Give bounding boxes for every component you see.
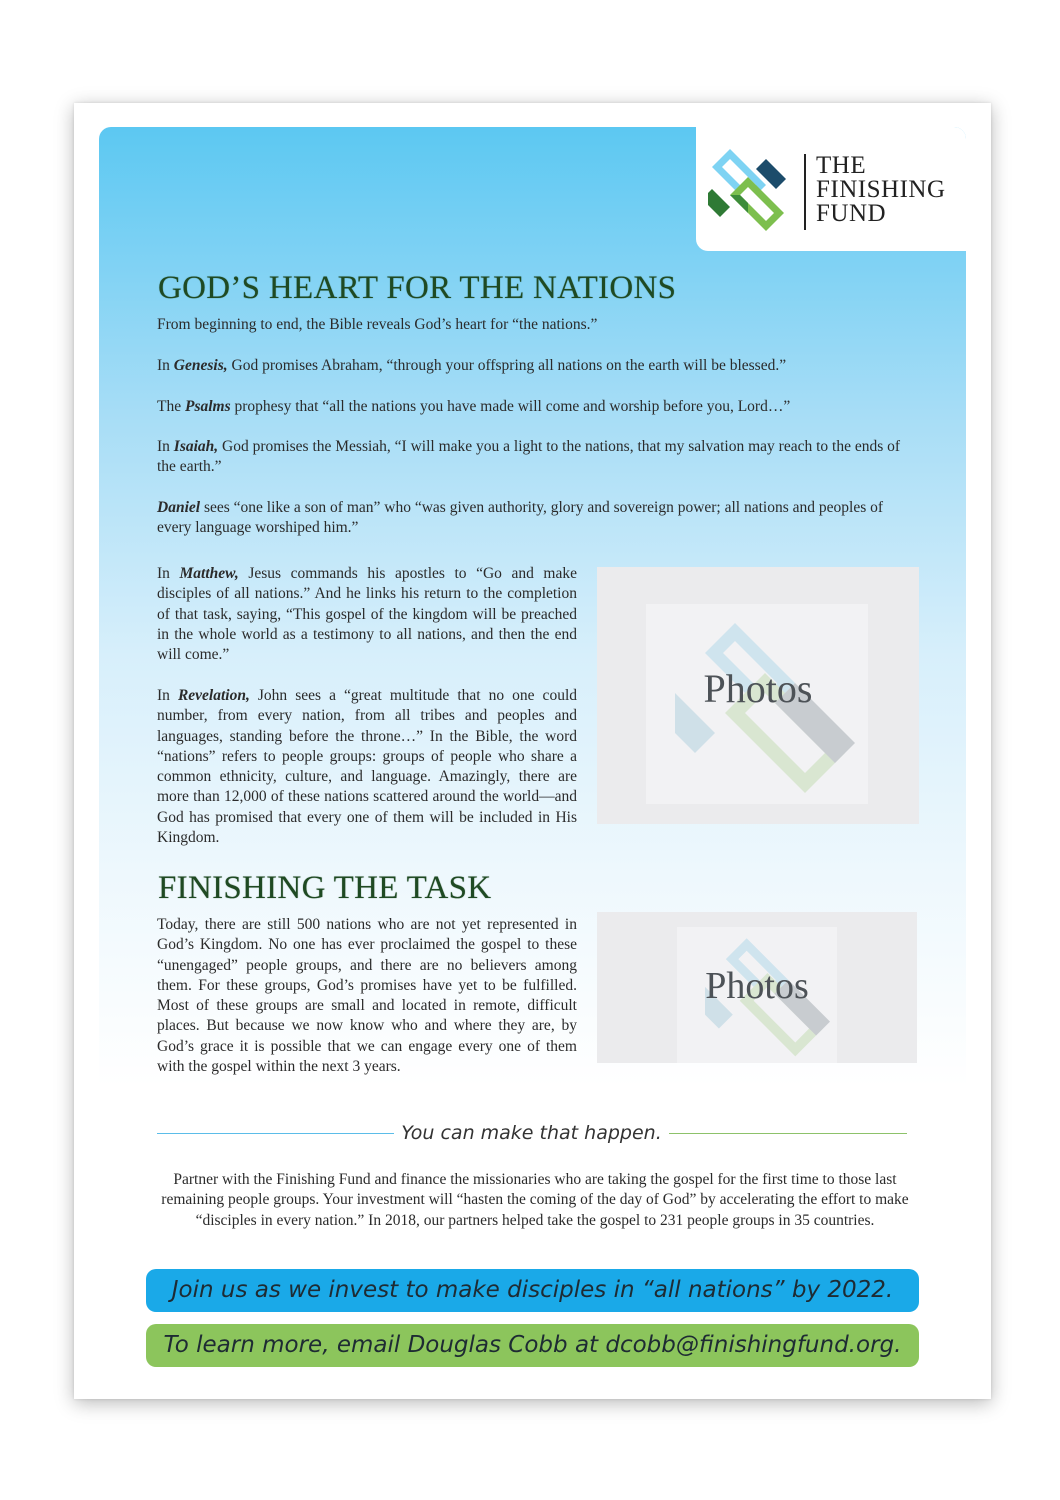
daniel-paragraph (157, 498, 887, 539)
revelation-lead: In (157, 687, 178, 704)
matthew-paragraph (157, 564, 577, 665)
contact-banner: To learn more, email Douglas Cobb at dcobb@finishingfund.org. (146, 1324, 919, 1367)
section-heading-nations: GOD’S HEART FOR THE NATIONS (158, 270, 677, 306)
photo-placeholder-1 (597, 567, 919, 824)
photo-placeholder-1-label: Photos (703, 666, 813, 711)
logo-wordmark (816, 154, 946, 226)
invest-banner: Join us as we invest to make disciples in “all nations” by 2022. (146, 1269, 919, 1312)
isaiah-book: Isaiah, (173, 438, 219, 455)
logo-line-3: FUND (816, 200, 887, 227)
psalms-lead: The (157, 398, 185, 415)
revelation-book: Revelation, (177, 687, 250, 704)
logo-line-2: FINISHING (816, 176, 946, 203)
finishing-fund-logo-icon (708, 149, 786, 231)
genesis-book: Genesis, (173, 357, 228, 374)
tagline: You can make that happen. (401, 1122, 662, 1144)
photo-placeholder-2-label: Photos (705, 965, 809, 1007)
intro-paragraph: From beginning to end, the Bible reveals God’s heart for “the nations.” (157, 316, 598, 333)
logo (696, 127, 966, 251)
divider-line-right (669, 1133, 907, 1134)
genesis-lead: In (157, 357, 174, 374)
partner-paragraph: Partner with the Finishing Fund and finance the missionaries who are taking the gospel for the first time to those last remaining people groups. Your investment will “hasten the coming of the day of God” by accelerating the effort to make “disciples in every nation.” In 2018, our partners helped take the gospel to 231 people groups in 35 countries. (161, 1171, 909, 1229)
isaiah-text: God promises the Messiah, “I will make you a light to the nations, that my salvation may reach to the ends of the earth.” (157, 438, 901, 476)
logo-divider (804, 154, 806, 230)
tagline-divider (157, 1120, 907, 1150)
logo-line-1: THE (816, 152, 867, 179)
matthew-book: Matthew, (179, 565, 239, 582)
psalms-book: Psalms (184, 398, 231, 415)
matthew-text: Jesus commands his apostles to “Go and make disciples of all nations.” And he links his return to the completion of that task, saying, “This gospel of the kingdom will be preached in the whole world as a testimony to all nations, and then the end will come.” (157, 565, 577, 664)
psalms-paragraph (157, 397, 917, 417)
divider-line-left (157, 1133, 394, 1134)
isaiah-paragraph (157, 437, 902, 478)
photo-placeholder-2 (597, 912, 917, 1063)
daniel-text: sees “one like a son of man” who “was given authority, glory and sovereign power; all nations and peoples of every language worshiped him.” (157, 499, 884, 537)
daniel-book: Daniel (157, 499, 201, 516)
revelation-paragraph (157, 686, 577, 848)
genesis-text: God promises Abraham, “through your offspring all nations on the earth will be blessed.” (227, 357, 787, 374)
section-heading-task: FINISHING THE TASK (158, 870, 492, 906)
task-paragraph: Today, there are still 500 nations who are not yet represented in God’s Kingdom. No one has ever proclaimed the gospel to these “unengaged” people groups, and there are no believers among them. For these groups, God’s promises have yet to be fulfilled. Most of these groups are small and located in remote, difficult places. But because we now know who and where they are, by God’s grace it is possible that we can engage every one of them with the gospel within the next 3 years. (157, 916, 577, 1076)
matthew-lead: In (157, 565, 180, 582)
genesis-paragraph (157, 356, 917, 376)
psalms-text: prophesy that “all the nations you have made will come and worship before you, Lord…” (230, 398, 791, 415)
revelation-text: John sees a “great multitude that no one could number, from every nation, from all tribes and peoples and languages, standing before the throne…” In the Bible, the word “nations” refers to people groups: groups of people who share a common ethnicity, culture, and language. Amazingly, there are more than 12,000 of these nations scattered around the world—and God has promised that every one of them will be included in His Kingdom. (157, 687, 577, 847)
isaiah-lead: In (157, 438, 174, 455)
